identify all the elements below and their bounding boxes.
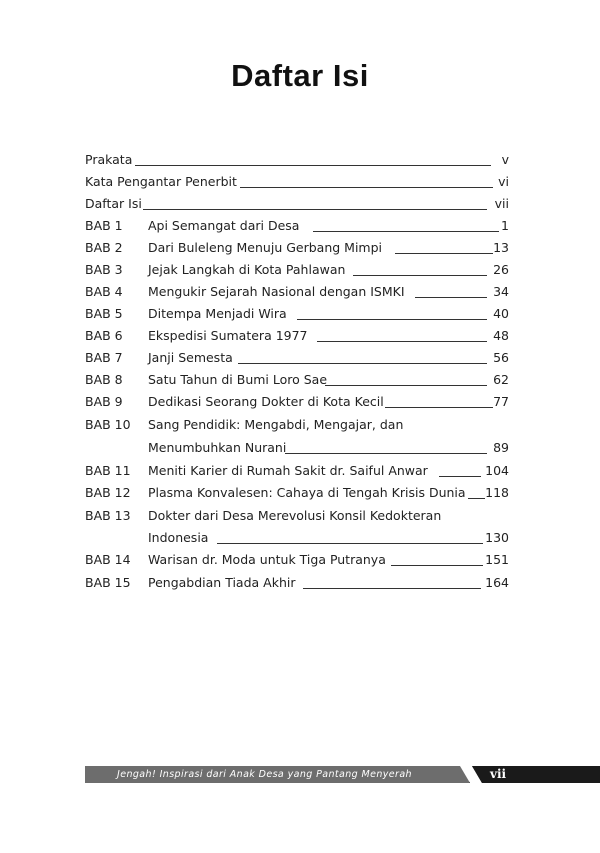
toc-page-number: 130: [485, 530, 509, 545]
toc-page-number: 62: [493, 372, 509, 387]
toc-entry-bab-6[interactable]: [85, 326, 509, 348]
chapter-label: BAB 5: [85, 306, 123, 321]
chapter-label: BAB 11: [85, 463, 131, 478]
dotted-leader: [391, 565, 483, 566]
chapter-label: BAB 15: [85, 575, 131, 590]
chapter-title: Janji Semesta: [148, 350, 233, 365]
chapter-title: Meniti Karier di Rumah Sakit dr. Saiful Anwar: [148, 463, 428, 478]
chapter-title: Ditempa Menjadi Wira: [148, 306, 287, 321]
chapter-title-continuation: Menumbuhkan Nurani: [148, 440, 287, 455]
toc-entry-bab-8[interactable]: [85, 370, 509, 392]
toc-page-number: 34: [493, 284, 509, 299]
toc-page-number: 13: [493, 240, 509, 255]
dotted-leader: [317, 341, 487, 342]
dotted-leader: [415, 297, 487, 298]
chapter-title: Mengukir Sejarah Nasional dengan ISMKI: [148, 284, 405, 299]
dotted-leader: [385, 407, 493, 408]
dotted-leader: [135, 165, 491, 166]
chapter-title: Sang Pendidik: Mengabdi, Mengajar, dan: [148, 417, 404, 432]
chapter-label: BAB 14: [85, 552, 131, 567]
dotted-leader: [143, 209, 487, 210]
toc-page-number: 77: [493, 394, 509, 409]
chapter-label: BAB 6: [85, 328, 123, 343]
toc-entry-bab-15[interactable]: [85, 573, 509, 595]
toc-entry-bab-2[interactable]: [85, 238, 509, 260]
chapter-title-continuation: Indonesia: [148, 530, 209, 545]
chapter-title: Pengabdian Tiada Akhir: [148, 575, 296, 590]
toc-entry-bab-7[interactable]: [85, 348, 509, 370]
toc-entry-bab-13-cont[interactable]: [85, 528, 509, 550]
toc-page-number: 89: [493, 440, 509, 455]
chapter-title: Ekspedisi Sumatera 1977: [148, 328, 308, 343]
chapter-label: BAB 13: [85, 508, 131, 523]
toc-entry-kata-pengantar[interactable]: [85, 172, 509, 194]
toc-page-number: 104: [485, 463, 509, 478]
dotted-leader: [313, 231, 499, 232]
chapter-label: BAB 10: [85, 417, 131, 432]
toc-page-number: vi: [498, 174, 509, 189]
toc-entry-bab-14[interactable]: [85, 550, 509, 572]
chapter-title: Warisan dr. Moda untuk Tiga Putranya: [148, 552, 386, 567]
footer-book-title: Jengah! Inspirasi dari Anak Desa yang Pantang Menyerah: [117, 769, 412, 780]
toc-entry-daftar-isi[interactable]: [85, 194, 509, 216]
chapter-label: BAB 7: [85, 350, 123, 365]
chapter-label: BAB 1: [85, 218, 123, 233]
toc-entry-bab-10[interactable]: [85, 415, 509, 437]
chapter-label: BAB 8: [85, 372, 123, 387]
dotted-leader: [238, 363, 487, 364]
toc-entry-bab-12[interactable]: [85, 483, 509, 505]
dotted-leader: [285, 453, 487, 454]
toc-entry-bab-4[interactable]: [85, 282, 509, 304]
toc-entry-label: Prakata: [85, 152, 133, 167]
dotted-leader: [439, 476, 481, 477]
chapter-title: Satu Tahun di Bumi Loro Sae: [148, 372, 328, 387]
dotted-leader: [325, 385, 487, 386]
footer-page-band: [469, 766, 600, 783]
toc-entry-bab-10-cont[interactable]: [85, 438, 509, 460]
chapter-label: BAB 9: [85, 394, 123, 409]
dotted-leader: [297, 319, 487, 320]
chapter-title: Dari Buleleng Menuju Gerbang Mimpi: [148, 240, 382, 255]
chapter-label: BAB 4: [85, 284, 123, 299]
toc-page-number: 56: [493, 350, 509, 365]
toc-entry-label: Daftar Isi: [85, 196, 142, 211]
dotted-leader: [353, 275, 487, 276]
toc-page-number: vii: [494, 196, 509, 211]
chapter-title: Jejak Langkah di Kota Pahlawan: [148, 262, 346, 277]
chapter-title: Dokter dari Desa Merevolusi Konsil Kedokteran: [148, 508, 442, 523]
chapter-label: BAB 3: [85, 262, 123, 277]
chapter-label: BAB 2: [85, 240, 123, 255]
toc-entry-bab-9[interactable]: [85, 392, 509, 414]
page-footer: [85, 766, 600, 783]
toc-entry-bab-3[interactable]: [85, 260, 509, 282]
toc-entry-bab-13[interactable]: [85, 506, 509, 528]
dotted-leader: [303, 588, 481, 589]
page-title: Daftar Isi: [231, 58, 369, 93]
dotted-leader: [468, 498, 485, 499]
dotted-leader: [217, 543, 483, 544]
toc-page-number: 26: [493, 262, 509, 277]
toc-entry-bab-1[interactable]: [85, 216, 509, 238]
footer-page-number: vii: [490, 767, 507, 781]
toc-entry-bab-11[interactable]: [85, 461, 509, 483]
chapter-title: Dedikasi Seorang Dokter di Kota Kecil: [148, 394, 384, 409]
dotted-leader: [395, 253, 493, 254]
toc-entry-label: Kata Pengantar Penerbit: [85, 174, 237, 189]
footer-divider-slash: [460, 766, 482, 783]
toc-page-number: 40: [493, 306, 509, 321]
toc-page-number: 48: [493, 328, 509, 343]
toc-entry-prakata[interactable]: [85, 150, 509, 172]
chapter-title: Api Semangat dari Desa: [148, 218, 300, 233]
toc-page-number: v: [501, 152, 509, 167]
toc-page-number: 118: [485, 485, 509, 500]
toc-page-number: 164: [485, 575, 509, 590]
dotted-leader: [240, 187, 493, 188]
toc-entry-bab-5[interactable]: [85, 304, 509, 326]
toc-page-number: 1: [501, 218, 509, 233]
chapter-label: BAB 12: [85, 485, 131, 500]
chapter-title: Plasma Konvalesen: Cahaya di Tengah Krisis Dunia: [148, 485, 466, 500]
toc-page-number: 151: [485, 552, 509, 567]
